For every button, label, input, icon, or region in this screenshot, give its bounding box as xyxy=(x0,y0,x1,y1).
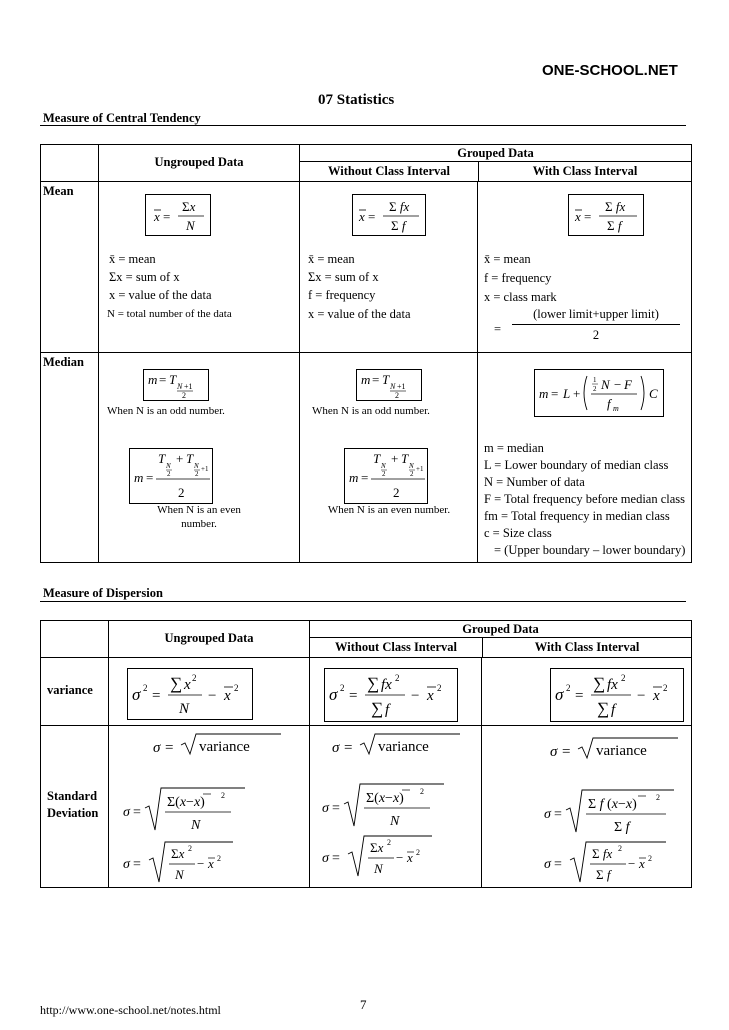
svg-text:∑: ∑ xyxy=(371,699,384,718)
formula-mean-with xyxy=(569,195,643,235)
median-ungrouped-cell xyxy=(99,353,300,563)
sd-ungrouped-cell xyxy=(109,726,310,888)
formula-sd-sqrt-variance xyxy=(151,732,291,762)
svg-text:+1: +1 xyxy=(397,382,406,391)
svg-text:N: N xyxy=(191,818,201,833)
svg-text:T: T xyxy=(158,451,166,466)
svg-text:2: 2 xyxy=(167,470,171,478)
formula-median-odd xyxy=(357,370,421,400)
svg-text:T: T xyxy=(373,451,381,466)
row-sd-label-cell xyxy=(41,726,109,888)
svg-text:2: 2 xyxy=(382,470,386,478)
formula-sd-without-2 xyxy=(320,832,460,880)
svg-text:f: f xyxy=(385,702,390,718)
svg-text:m: m xyxy=(539,386,549,401)
svg-text:m: m xyxy=(361,372,371,387)
svg-text:N: N xyxy=(601,377,610,392)
svg-text:σ: σ xyxy=(332,740,340,756)
formula-median-even xyxy=(130,449,212,503)
svg-text:m: m xyxy=(148,372,158,387)
svg-text:σ: σ xyxy=(132,685,141,704)
svg-text:σ: σ xyxy=(153,740,161,756)
formula-box xyxy=(534,369,664,417)
svg-text:2: 2 xyxy=(393,485,400,500)
svg-text:+1: +1 xyxy=(416,465,424,473)
header-grouped-label: Grouped Data xyxy=(462,622,539,636)
variance-word: variance xyxy=(378,739,429,755)
svg-text:−: − xyxy=(614,377,622,392)
svg-text:N: N xyxy=(381,462,386,470)
svg-text:Σx: Σx xyxy=(171,846,185,861)
row-label-variance: variance xyxy=(47,683,93,697)
svg-text:2: 2 xyxy=(395,673,400,683)
median-with-cell xyxy=(478,353,692,563)
formula-variance-with xyxy=(551,669,683,721)
svg-text:N: N xyxy=(390,382,396,391)
svg-text:=: = xyxy=(349,688,358,704)
svg-text:=: = xyxy=(146,470,154,485)
equals-sign: = xyxy=(494,322,502,336)
section-rule xyxy=(40,125,686,126)
svg-text:=: = xyxy=(344,740,353,756)
svg-text:fx: fx xyxy=(381,677,392,693)
mean-with-cell xyxy=(478,182,692,353)
even-number-caption: When N is an even number. xyxy=(327,504,451,516)
svg-text:fx: fx xyxy=(607,677,618,693)
svg-text:x: x xyxy=(359,209,365,224)
svg-text:σ: σ xyxy=(322,801,329,816)
row-mean-label-cell xyxy=(41,182,99,353)
corner-cell xyxy=(41,621,109,658)
svg-text:=: = xyxy=(159,372,167,387)
header-ungrouped-label: Ungrouped Data xyxy=(154,155,244,169)
formula-sd-without-1 xyxy=(320,780,460,830)
note-sum-x: Σx = sum of x xyxy=(109,270,180,284)
corner-cell xyxy=(41,145,99,182)
section-title-dispersion: Measure of Dispersion xyxy=(43,586,163,600)
svg-text:=: = xyxy=(554,807,562,822)
svg-text:∑: ∑ xyxy=(593,674,606,693)
footer-url[interactable]: http://www.one-school.net/notes.html xyxy=(40,1003,221,1017)
svg-text:=: = xyxy=(133,857,141,872)
svg-text:=: = xyxy=(165,740,174,756)
note-total-in-class: fm = Total frequency in median class xyxy=(484,509,670,523)
svg-text:2: 2 xyxy=(648,854,652,863)
svg-text:f: f xyxy=(607,396,611,411)
svg-text:=: = xyxy=(554,857,562,872)
svg-text:T: T xyxy=(169,372,177,387)
dispersion-table xyxy=(40,620,692,888)
svg-text:2: 2 xyxy=(195,470,199,478)
svg-text:1: 1 xyxy=(593,376,597,384)
formula-median-odd xyxy=(144,370,208,400)
header-without-class: Without Class Interval xyxy=(310,638,483,657)
formula-sd-sqrt-variance xyxy=(548,736,688,766)
formula-mean-without xyxy=(353,195,425,235)
variance-ungrouped-cell xyxy=(109,658,310,726)
formula-variance-ungrouped xyxy=(128,669,252,719)
svg-text:2: 2 xyxy=(178,485,185,500)
formula-mean-ungrouped xyxy=(146,195,210,235)
svg-text:x: x xyxy=(427,688,434,704)
note-frequency: f = frequency xyxy=(308,288,376,302)
svg-text:σ: σ xyxy=(544,857,551,872)
svg-text:f: f xyxy=(611,702,616,718)
svg-text:2: 2 xyxy=(410,470,414,478)
svg-text:N: N xyxy=(166,462,171,470)
odd-number-caption: When N is an odd number. xyxy=(312,405,430,417)
svg-text:Σ fx: Σ fx xyxy=(605,199,626,214)
sd-without-cell xyxy=(310,726,482,888)
svg-text:N: N xyxy=(186,218,195,233)
svg-text:∑: ∑ xyxy=(367,674,380,693)
even-number-caption-line2: number. xyxy=(181,518,217,530)
page-title: 07 Statistics xyxy=(318,92,395,108)
svg-text:2: 2 xyxy=(416,848,420,857)
svg-text:N: N xyxy=(390,814,400,829)
svg-text:N: N xyxy=(177,382,183,391)
svg-text:x: x xyxy=(653,688,660,704)
svg-text:=: = xyxy=(575,688,584,704)
svg-text:Σ f: Σ f xyxy=(391,218,406,233)
svg-text:T: T xyxy=(401,451,409,466)
median-without-cell xyxy=(300,353,478,563)
formula-box xyxy=(324,668,458,722)
header-without-class: Without Class Interval xyxy=(300,162,479,181)
svg-text:−: − xyxy=(637,688,646,704)
svg-text:Σ(x−x): Σ(x−x) xyxy=(167,795,205,810)
formula-median-grouped xyxy=(535,370,663,416)
header-grouped xyxy=(300,145,692,182)
svg-text:σ: σ xyxy=(555,685,564,704)
svg-text:∑: ∑ xyxy=(170,674,183,693)
svg-text:x: x xyxy=(154,209,160,224)
note-size-class: c = Size class xyxy=(484,526,552,540)
header-with-class: With Class Interval xyxy=(532,164,638,178)
formula-median-even xyxy=(345,449,427,503)
svg-text:Σ f: Σ f xyxy=(607,218,622,233)
svg-text:N: N xyxy=(175,867,184,882)
svg-text:=: = xyxy=(332,801,340,816)
svg-text:Σx: Σx xyxy=(182,199,196,214)
formula-sd-with-1 xyxy=(542,786,688,836)
svg-text:2: 2 xyxy=(566,683,571,693)
variance-with-cell xyxy=(482,658,692,726)
formula-sd-ungrouped-1 xyxy=(121,784,261,834)
svg-text:2: 2 xyxy=(234,683,239,693)
svg-text:2: 2 xyxy=(395,391,399,400)
formula-box xyxy=(145,194,211,236)
svg-text:=: = xyxy=(133,805,141,820)
svg-text:−: − xyxy=(396,850,404,865)
svg-text:=: = xyxy=(551,386,559,401)
svg-text:2: 2 xyxy=(340,683,345,693)
svg-text:=: = xyxy=(368,209,376,224)
row-variance-label-cell xyxy=(41,658,109,726)
svg-text:+: + xyxy=(391,451,399,466)
note-mean: x̄ = mean xyxy=(484,252,531,266)
class-mark-numerator: (lower limit+upper limit) xyxy=(533,307,659,321)
svg-text:−: − xyxy=(628,856,636,871)
svg-text:m: m xyxy=(349,470,359,485)
class-mark-denominator: 2 xyxy=(592,328,600,342)
svg-text:=: = xyxy=(163,209,171,224)
row-label-median: Median xyxy=(43,355,84,369)
svg-text:σ: σ xyxy=(123,805,130,820)
note-class-mark: x = class mark xyxy=(484,290,557,304)
svg-text:m: m xyxy=(134,470,144,485)
svg-text:Σ fx: Σ fx xyxy=(592,846,613,861)
svg-text:+1: +1 xyxy=(184,382,193,391)
svg-text:N: N xyxy=(194,462,199,470)
svg-text:2: 2 xyxy=(618,844,622,853)
svg-text:x: x xyxy=(639,856,645,871)
note-frequency: f = frequency xyxy=(484,271,552,285)
svg-text:2: 2 xyxy=(437,683,442,693)
section-rule xyxy=(40,601,686,602)
row-label-mean: Mean xyxy=(43,184,74,198)
svg-text:=: = xyxy=(372,372,380,387)
svg-text:Σ fx: Σ fx xyxy=(389,199,410,214)
svg-text:Σ(x−x): Σ(x−x) xyxy=(366,791,404,806)
formula-sd-ungrouped-2 xyxy=(121,838,261,886)
svg-text:2: 2 xyxy=(192,673,197,683)
svg-text:σ: σ xyxy=(322,851,329,866)
formula-box xyxy=(129,448,213,504)
svg-text:2: 2 xyxy=(387,838,391,847)
sd-with-cell xyxy=(482,726,692,888)
header-grouped-label: Grouped Data xyxy=(457,146,534,160)
fraction-bar xyxy=(512,324,680,325)
svg-text:−: − xyxy=(411,688,420,704)
svg-text:2: 2 xyxy=(182,391,186,400)
svg-text:+: + xyxy=(176,451,184,466)
svg-text:Σ f: Σ f xyxy=(596,867,611,882)
mean-without-cell xyxy=(300,182,478,353)
note-median: m = median xyxy=(484,441,544,455)
svg-text:=: = xyxy=(584,209,592,224)
svg-text:2: 2 xyxy=(656,793,660,802)
formula-box xyxy=(344,448,428,504)
formula-box xyxy=(143,369,209,401)
svg-text:N: N xyxy=(374,861,383,876)
svg-text:=: = xyxy=(361,470,369,485)
svg-text:=: = xyxy=(152,688,161,704)
svg-text:−: − xyxy=(197,856,205,871)
svg-text:σ: σ xyxy=(550,744,558,760)
svg-text:−: − xyxy=(208,688,217,704)
section-title-central-tendency: Measure of Central Tendency xyxy=(43,111,201,125)
svg-text:Σ f: Σ f xyxy=(614,820,630,835)
svg-text:N: N xyxy=(179,701,190,717)
svg-text:N: N xyxy=(409,462,414,470)
variance-word: variance xyxy=(199,739,250,755)
formula-box xyxy=(127,668,253,720)
svg-text:T: T xyxy=(382,372,390,387)
note-number-of-data: N = Number of data xyxy=(484,475,585,489)
note-mean: x̄ = mean xyxy=(109,252,156,266)
row-median-label-cell xyxy=(41,353,99,563)
svg-text:x: x xyxy=(224,688,231,704)
svg-text:2: 2 xyxy=(221,791,225,800)
svg-text:L: L xyxy=(563,386,571,401)
site-brand: ONE-SCHOOL.NET xyxy=(542,62,678,79)
note-mean: x̄ = mean xyxy=(308,252,355,266)
header-ungrouped-label: Ungrouped Data xyxy=(164,631,254,645)
formula-sd-sqrt-variance xyxy=(330,732,470,762)
svg-text:2: 2 xyxy=(420,787,424,796)
svg-text:σ: σ xyxy=(329,685,338,704)
svg-text:+: + xyxy=(573,386,581,401)
page-number: 7 xyxy=(360,997,367,1012)
note-value: x = value of the data xyxy=(308,307,411,321)
formula-box xyxy=(352,194,426,236)
row-label-sd-line2: Deviation xyxy=(47,806,99,820)
svg-text:x: x xyxy=(184,677,191,693)
note-lower-boundary: L = Lower boundary of median class xyxy=(484,458,669,472)
svg-text:=: = xyxy=(332,851,340,866)
svg-text:=: = xyxy=(562,744,571,760)
svg-text:x: x xyxy=(407,850,413,865)
svg-text:2: 2 xyxy=(143,683,148,693)
svg-text:C: C xyxy=(649,386,658,401)
note-sum-x: Σx = sum of x xyxy=(308,270,379,284)
svg-text:Σx: Σx xyxy=(370,840,384,855)
note-value: x = value of the data xyxy=(109,288,212,302)
svg-text:σ: σ xyxy=(544,807,551,822)
svg-text:Σ f (x−x): Σ f (x−x) xyxy=(588,797,637,812)
note-total-before: F = Total frequency before median class xyxy=(484,492,686,506)
note-boundary-diff: = (Upper boundary – lower boundary) xyxy=(494,543,686,557)
svg-text:x: x xyxy=(208,856,214,871)
variance-word: variance xyxy=(596,743,647,759)
svg-text:F: F xyxy=(624,377,632,392)
svg-text:∑: ∑ xyxy=(597,699,610,718)
variance-without-cell xyxy=(310,658,482,726)
svg-text:x: x xyxy=(575,209,581,224)
odd-number-caption: When N is an odd number. xyxy=(107,405,225,417)
formula-sd-with-2 xyxy=(542,838,688,886)
svg-text:m: m xyxy=(613,404,619,413)
formula-box xyxy=(550,668,684,722)
header-ungrouped xyxy=(99,145,300,182)
mean-ungrouped-cell xyxy=(99,182,300,353)
svg-text:+1: +1 xyxy=(201,465,209,473)
svg-text:2: 2 xyxy=(593,385,597,393)
formula-box xyxy=(356,369,422,401)
svg-text:T: T xyxy=(186,451,194,466)
formula-box xyxy=(568,194,644,236)
central-tendency-table xyxy=(40,144,692,563)
note-total-n: N = total number of the data xyxy=(107,308,232,320)
formula-variance-without xyxy=(325,669,457,721)
header-ungrouped xyxy=(109,621,310,658)
svg-text:2: 2 xyxy=(621,673,626,683)
svg-text:σ: σ xyxy=(123,857,130,872)
svg-text:2: 2 xyxy=(663,683,668,693)
header-grouped xyxy=(310,621,692,658)
row-label-sd-line1: Standard xyxy=(47,789,98,803)
header-with-class: With Class Interval xyxy=(534,640,640,654)
even-number-caption-line1: When N is an even xyxy=(157,504,241,516)
svg-text:2: 2 xyxy=(188,844,192,853)
svg-text:2: 2 xyxy=(217,854,221,863)
